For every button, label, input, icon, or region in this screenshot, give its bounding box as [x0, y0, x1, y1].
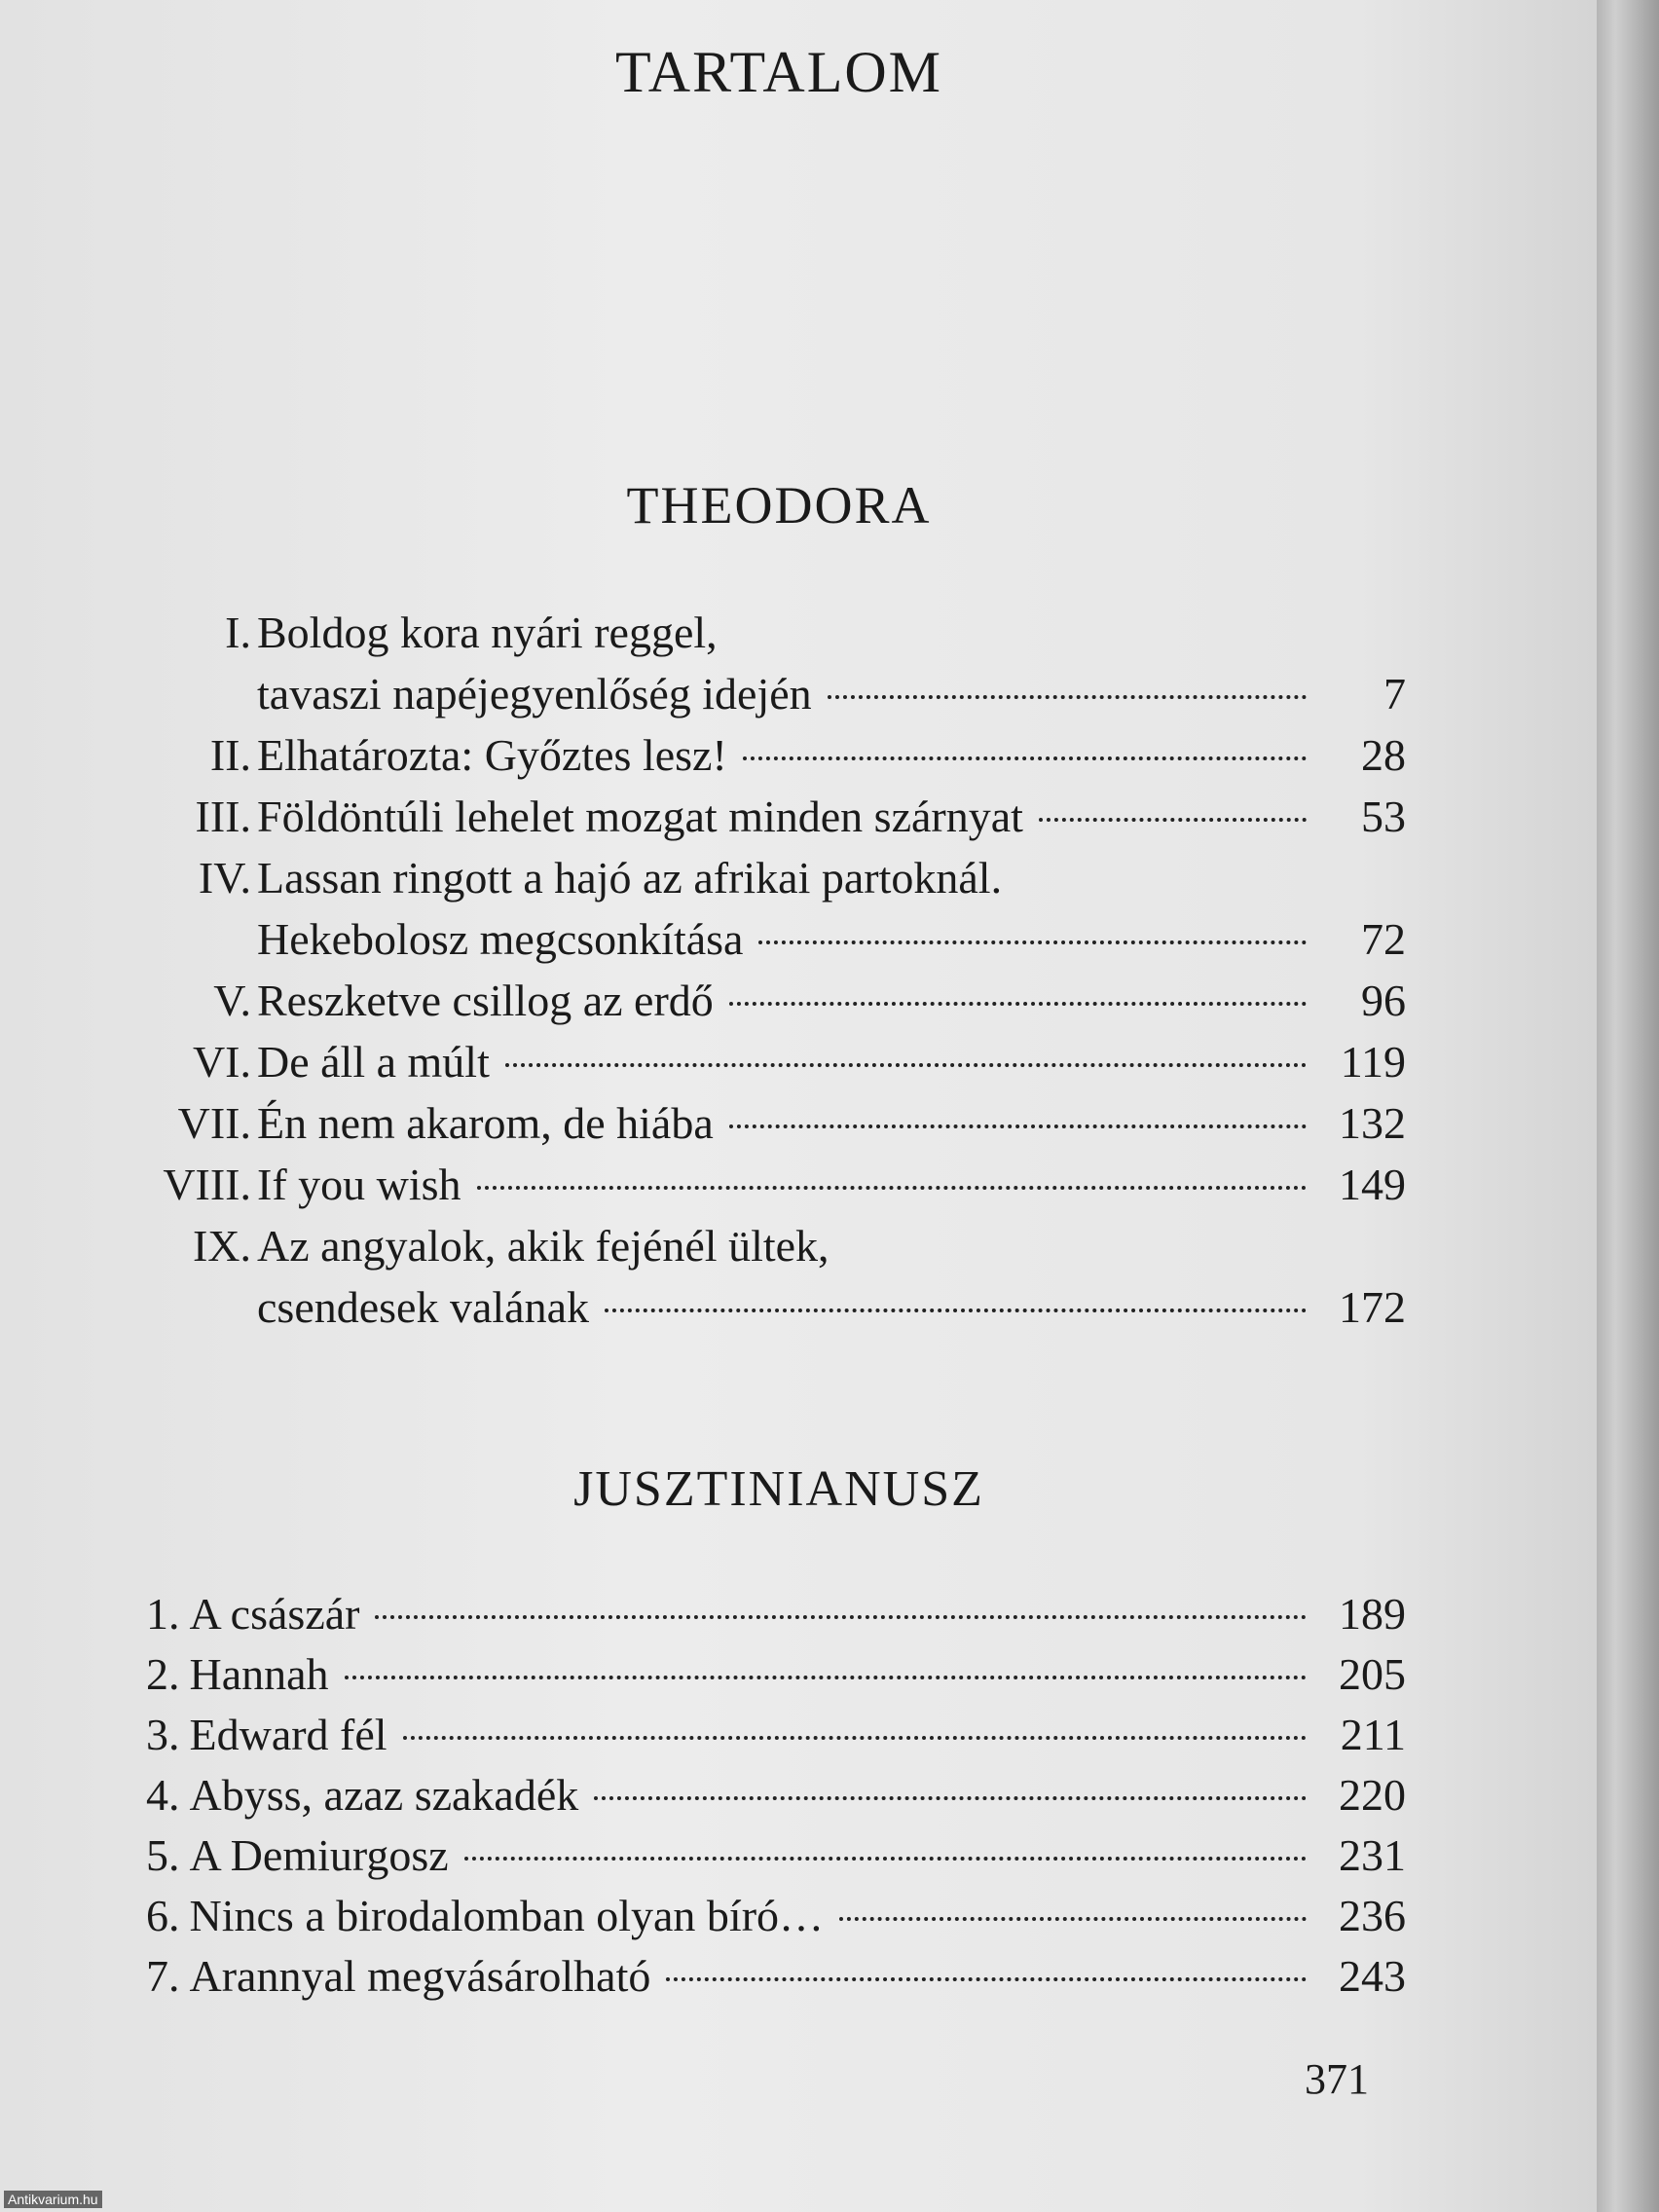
toc-entry [257, 910, 1406, 969]
book-spine-edge [1597, 0, 1659, 2212]
chapter-title: De áll a múlt [257, 1037, 490, 1087]
leader-dots [828, 695, 1307, 699]
chapter-number: 5. [146, 1830, 180, 1880]
toc-entry-line [257, 604, 1406, 662]
page-ref: 72 [1361, 914, 1406, 964]
toc-entry [257, 726, 1406, 785]
toc-entry [146, 1706, 1406, 1764]
leader-dots [729, 1124, 1307, 1128]
chapter-title: Arannyal megvásárolható [189, 1951, 651, 2001]
chapter-title: Boldog kora nyári reggel, [257, 608, 718, 657]
watermark: Antikvarium.hu [4, 2191, 102, 2208]
chapter-number: 4. [146, 1770, 180, 1820]
page-ref: 7 [1383, 669, 1406, 719]
toc-entry [146, 1645, 1406, 1704]
toc-entry [146, 1585, 1406, 1643]
section-heading-jusztinianusz: JUSZTINIANUSZ [573, 1461, 984, 1517]
page-ref: 220 [1339, 1770, 1406, 1820]
toc-entry [146, 1766, 1406, 1825]
leader-dots [345, 1676, 1307, 1679]
page-ref: 189 [1339, 1589, 1406, 1639]
chapter-number: 3. [146, 1710, 180, 1759]
chapter-title: Lassan ringott a hajó az afrikai partoknál. [257, 853, 1003, 903]
page-number: 371 [1305, 2055, 1369, 2103]
toc-entry [257, 1156, 1406, 1214]
toc-entry [257, 1033, 1406, 1091]
chapter-number: 2. [146, 1649, 180, 1699]
leader-dots [477, 1186, 1307, 1190]
page-ref: 205 [1339, 1649, 1406, 1699]
chapter-title: A császár [189, 1589, 360, 1639]
leader-dots [605, 1309, 1307, 1312]
chapter-roman-numeral: II. [209, 730, 251, 780]
chapter-roman-numeral: I. [225, 608, 251, 657]
toc-entry [257, 665, 1406, 723]
leader-dots [594, 1796, 1307, 1800]
leader-dots [1039, 818, 1307, 822]
toc-entry [257, 1278, 1406, 1337]
toc-entry [146, 1826, 1406, 1885]
chapter-title: Elhatározta: Győztes lesz! [257, 730, 727, 780]
page-ref: 119 [1340, 1037, 1406, 1087]
chapter-roman-numeral: VI. [192, 1037, 251, 1087]
toc-entry-line [257, 849, 1406, 907]
leader-dots [403, 1736, 1307, 1740]
chapter-title: Hannah [189, 1649, 329, 1699]
chapter-roman-numeral: III. [195, 792, 251, 841]
page-ref: 53 [1361, 792, 1406, 841]
chapter-title: csendesek valának [257, 1282, 590, 1332]
page-ref: 231 [1339, 1830, 1406, 1880]
page-ref: 172 [1339, 1282, 1406, 1332]
leader-dots [743, 756, 1307, 760]
leader-dots [729, 1002, 1307, 1006]
chapter-title: Abyss, azaz szakadék [189, 1770, 579, 1820]
page-ref: 96 [1361, 976, 1406, 1025]
chapter-title: Földöntúli lehelet mozgat minden szárnyat [257, 792, 1023, 841]
chapter-number: 1. [146, 1589, 180, 1639]
toc-entry [146, 1947, 1406, 2006]
chapter-roman-numeral: VIII. [163, 1160, 251, 1209]
chapter-roman-numeral: V. [213, 976, 251, 1025]
toc-entry [257, 972, 1406, 1030]
chapter-number: 6. [146, 1891, 180, 1940]
chapter-title: If you wish [257, 1160, 461, 1209]
leader-dots [505, 1063, 1307, 1067]
toc-entry [257, 1094, 1406, 1153]
chapter-title: tavaszi napéjegyenlőség idején [257, 669, 812, 719]
chapter-roman-numeral: VII. [177, 1098, 251, 1148]
chapter-title: Edward fél [189, 1710, 387, 1759]
page-ref: 132 [1339, 1098, 1406, 1148]
page-ref: 149 [1339, 1160, 1406, 1209]
chapter-title: A Demiurgosz [189, 1830, 449, 1880]
page-ref: 28 [1361, 730, 1406, 780]
chapter-title: Én nem akarom, de hiába [257, 1098, 714, 1148]
leader-dots [839, 1917, 1307, 1921]
chapter-roman-numeral: IX. [192, 1221, 251, 1271]
toc-entry [146, 1887, 1406, 1945]
leader-dots [758, 940, 1307, 944]
chapter-title: Az angyalok, akik fejénél ültek, [257, 1221, 830, 1271]
leader-dots [375, 1615, 1307, 1619]
page-ref: 236 [1339, 1891, 1406, 1940]
page-ref: 243 [1339, 1951, 1406, 2001]
toc-entry-line [257, 1217, 1406, 1275]
chapter-title: Hekebolosz megcsonkítása [257, 914, 744, 964]
toc-entry [257, 788, 1406, 846]
chapter-number: 7. [146, 1951, 180, 2001]
chapter-title: Nincs a birodalomban olyan bíró… [189, 1891, 825, 1940]
page-title: TARTALOM [614, 40, 943, 104]
leader-dots [464, 1857, 1307, 1861]
page-ref: 211 [1340, 1710, 1406, 1759]
leader-dots [666, 1977, 1307, 1981]
chapter-title: Reszketve csillog az erdő [257, 976, 714, 1025]
section-heading-theodora: THEODORA [626, 476, 932, 535]
chapter-roman-numeral: IV. [198, 853, 251, 903]
